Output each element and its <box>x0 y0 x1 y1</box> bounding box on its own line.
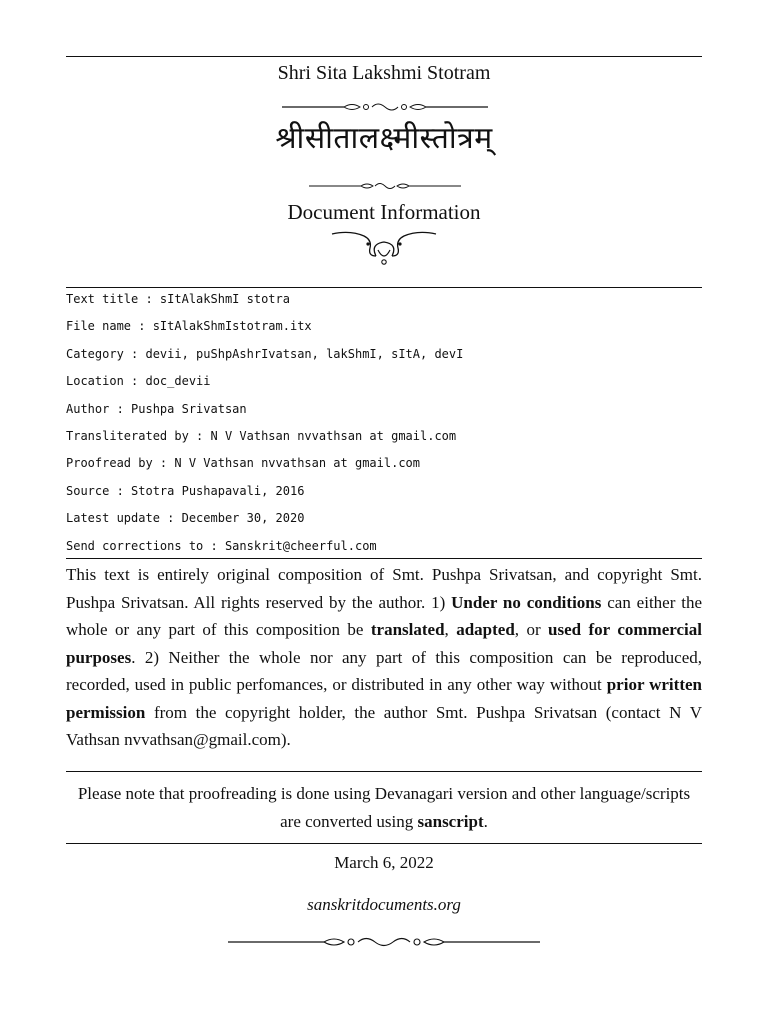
website-link[interactable]: sanskritdocuments.org <box>307 895 461 914</box>
document-date: March 6, 2022 <box>334 853 434 872</box>
note-bold: sanscript <box>417 811 484 831</box>
rights-text-1: This text is entirely original composition of Smt. Pushpa Srivatsan, and copyright Smt. Pushpa Srivatsan. All rights reserved by the author. 1) <box>66 565 702 612</box>
ornament-divider-1 <box>282 100 488 114</box>
info-latest-update: Latest update : December 30, 2020 <box>66 511 305 526</box>
flourish-ornament <box>330 226 438 266</box>
page-title: Shri Sita Lakshmi Stotram <box>277 62 491 84</box>
info-author: Author : Pushpa Srivatsan <box>66 401 247 416</box>
info-text-title: Text title : sItAlakShmI stotra <box>66 292 290 306</box>
sanskrit-title: श्रीसीतालक्ष्मीस्तोत्रम् <box>275 121 493 156</box>
info-bottom-rule <box>66 558 702 559</box>
copyright-paragraph <box>66 561 702 754</box>
rights-bold-5: prior written permission <box>66 675 702 722</box>
rights-bold-2: translated <box>370 620 445 639</box>
info-location: Location : doc_devii <box>66 374 211 389</box>
ornament-divider-footer <box>228 934 540 950</box>
document-info-list <box>66 289 702 563</box>
note-bottom-rule <box>66 843 702 844</box>
info-send-corrections: Send corrections to : Sanskrit@cheerful.com <box>66 538 377 553</box>
top-rule <box>66 56 702 57</box>
rights-bold-1: Under no conditions <box>451 592 602 612</box>
rights-text-6: from the copyright holder, the author Smt. Pushpa Srivatsan (contact N V Vathsan nvvathsan@gmail.com). <box>66 702 702 749</box>
info-top-rule <box>66 287 702 288</box>
rights-text-3: , <box>444 620 457 639</box>
rights-text-4: , or <box>514 620 549 639</box>
info-transliterated-by: Transliterated by : N V Vathsan nvvathsan at gmail.com <box>66 428 457 443</box>
rights-bold-3: adapted <box>456 620 515 639</box>
note-text: Please note that proofreading is done using Devanagari version and other language/scripts are converted using <box>77 784 691 831</box>
ornament-divider-2 <box>309 180 461 192</box>
info-category: Category : devii, puShpAshrIvatsan, lakShmI, sItA, devI <box>66 346 464 361</box>
rights-bold-4: used for commercial purposes <box>66 620 702 667</box>
info-file-name: File name : sItAlakShmIstotram.itx <box>66 319 312 334</box>
rights-text-2: can either the whole or any part of this composition be <box>66 592 703 639</box>
proofreading-note <box>66 780 702 835</box>
info-proofread-by: Proofread by : N V Vathsan nvvathsan at gmail.com <box>66 456 421 471</box>
note-top-rule <box>66 771 702 772</box>
info-source: Source : Stotra Pushapavali, 2016 <box>66 483 305 498</box>
section-heading: Document Information <box>287 200 481 224</box>
rights-text-5: . 2) Neither the whole nor any part of this composition can be reproduced, recorded, used in public perfomances, or distributed in any other way without <box>66 647 702 694</box>
note-end: . <box>483 811 488 831</box>
